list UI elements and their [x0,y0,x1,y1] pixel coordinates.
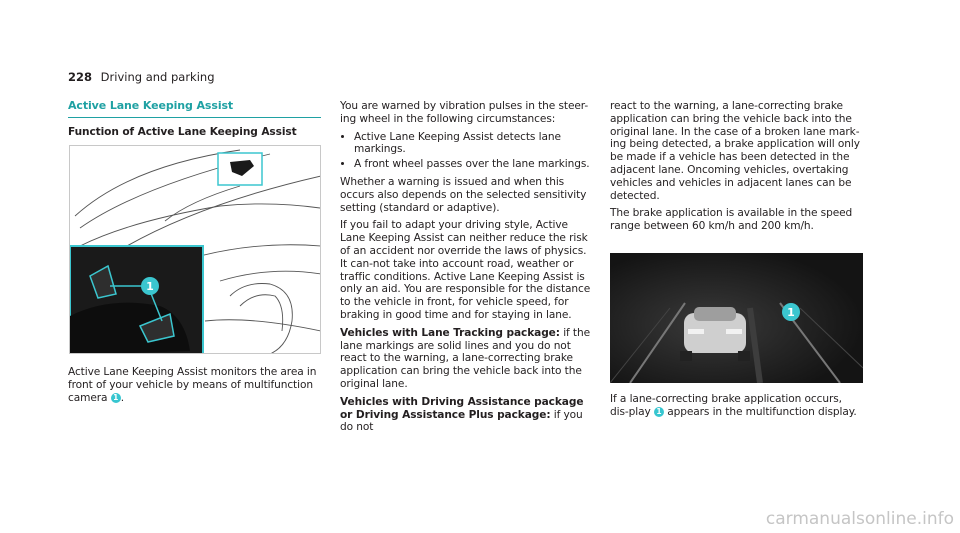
section-heading: Active Lane Keeping Assist [68,100,321,118]
column-1 [68,100,321,139]
callout-badge: 1 [654,407,664,417]
caption: Active Lane Keeping Assist monitors the area in front of your vehicle by means of multifunction camera 1 . [68,366,317,404]
paragraph: If you fail to adapt your driving style, Active Lane Keeping Assist can neither reduce the risk of an accident nor override the laws of physics. It can-not take into account road, weather or traffic conditions. Active Lane Keeping Assist is only an aid. You are responsible for the distance to the vehicle in front, for vehicle speed, for braking in good time and for staying in lane. [340,219,591,321]
paragraph: Whether a warning is issued and when this occurs also depends on the selected sensitivity setting (standard or adaptive). [340,175,587,214]
paragraph: You are warned by vibration pulses in the steer-ing wheel in the following circumstances: [340,100,589,125]
watermark: carmanualsonline.info [765,509,954,529]
column-1-caption [68,366,321,409]
column-2 [340,100,593,439]
section-title: Driving and parking [100,70,215,84]
page-number: 228 [68,70,93,84]
column-3 [610,100,863,238]
paragraph: Vehicles with Lane Tracking package: if the lane markings are solid lines and you do not react to the warning, a lane-correcting brake application can bring the vehicle back into the original lane. [340,326,591,390]
list-item: • A front wheel passes over the lane markings. [354,158,593,171]
column-3-caption [610,393,863,424]
paragraph: The brake application is available in the speed range between 60 km/h and 200 km/h. [610,207,853,233]
windshield-camera-figure [69,145,321,354]
lane-display-illustration [610,253,863,383]
subsection-heading: Function of Active Lane Keeping Assist [68,125,297,138]
bullet-list [340,131,593,171]
paragraph: Vehicles with Driving Assistance package or Driving Assistance Plus package: if you do not [340,395,584,434]
car-interior-illustration [70,146,321,354]
paragraph: react to the warning, a lane-correcting brake application can bring the vehicle back into the original lane. In the case of a broken lane mark-ing being detected, a brake application will only be made if a vehicle has been detected in the adjacent lane. Oncoming vehicles, overtaking vehicles and vehicles in adjacent lanes can be detected. [610,100,860,202]
list-item: • Active Lane Keeping Assist detects lane markings. [354,131,593,157]
page-header [68,70,215,84]
multifunction-display-figure [610,253,863,383]
paragraph: If a lane-correcting brake application occurs, dis-play 1 appears in the multifunction display. [610,393,857,418]
callout-badge: 1 [111,393,121,403]
figure-callout: 1 [146,280,154,293]
figure-callout: 1 [787,306,795,319]
